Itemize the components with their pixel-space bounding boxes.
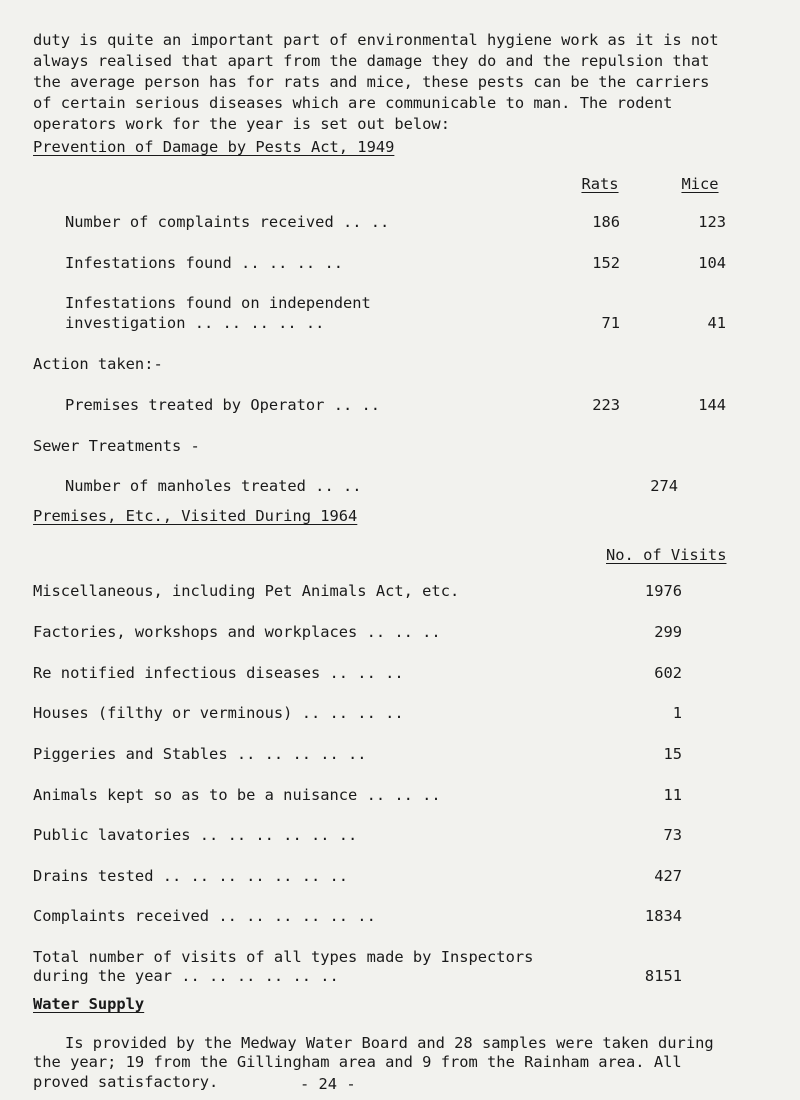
visits-column-header: No. of Visits — [606, 546, 727, 564]
independent-label-line2: investigation .. .. .. .. .. — [65, 314, 325, 332]
visit-row-label: Factories, workshops and workplaces .. .. .. — [33, 623, 441, 641]
independent-mice: 41 — [707, 314, 726, 332]
pests-heading: Prevention of Damage by Pests Act, 1949 — [33, 138, 395, 156]
premises-treated-rats: 223 — [592, 396, 620, 414]
water-text-line2: the year; 19 from the Gillingham area and 9 from the Rainham area. All — [33, 1053, 682, 1071]
visit-row-value: 73 — [663, 826, 682, 844]
visit-row-label: Animals kept so as to be a nuisance .. .. .. — [33, 786, 441, 804]
intro-paragraph: duty is quite an important part of environmental hygiene work as it is not always realised that apart from the damage they do and the repulsion that the average person has for rats and mice, these pests can be the carriers of certain serious diseases which are communicable to man. The rodent operators work for the year is set out below: — [33, 31, 719, 133]
water-text-line3: proved satisfactory. — [33, 1073, 219, 1091]
mice-column-header: Mice — [681, 175, 719, 193]
visit-row-value: 15 — [663, 745, 682, 763]
visit-row-value: 11 — [663, 786, 682, 804]
visit-row-label: Miscellaneous, including Pet Animals Act, etc. — [33, 582, 460, 600]
water-supply-heading: Water Supply — [33, 995, 145, 1013]
manholes-label: Number of manholes treated .. .. — [65, 477, 362, 495]
visit-row-label: Complaints received .. .. .. .. .. .. — [33, 907, 376, 925]
total-visits-value: 8151 — [644, 967, 682, 985]
visit-row-value: 427 — [654, 867, 682, 885]
total-visits-label-line1: Total number of visits of all types made by Inspectors — [33, 948, 534, 966]
infestations-mice: 104 — [698, 254, 726, 272]
visit-row-value: 1834 — [644, 907, 682, 925]
complaints-mice: 123 — [698, 213, 726, 231]
visit-row-label: Public lavatories .. .. .. .. .. .. — [33, 826, 358, 844]
premises-treated-mice: 144 — [698, 396, 726, 414]
visit-row-label: Houses (filthy or verminous) .. .. .. .. — [33, 704, 404, 722]
action-taken-heading: Action taken:- — [33, 355, 163, 373]
visit-row-value: 602 — [654, 664, 682, 682]
water-text-line1: Is provided by the Medway Water Board and 28 samples were taken during — [65, 1034, 714, 1052]
sewer-treatments-heading: Sewer Treatments - — [33, 437, 200, 455]
page-number: - 24 - — [300, 1075, 356, 1093]
visit-row-value: 299 — [654, 623, 682, 641]
visit-row-label: Re notified infectious diseases .. .. .. — [33, 664, 404, 682]
visit-row-label: Piggeries and Stables .. .. .. .. .. — [33, 745, 367, 763]
visit-row-label: Drains tested .. .. .. .. .. .. .. — [33, 867, 349, 885]
infestations-label: Infestations found .. .. .. .. — [65, 254, 343, 272]
visit-row-value: 1 — [672, 704, 682, 722]
independent-rats: 71 — [601, 314, 620, 332]
independent-label-line1: Infestations found on independent — [65, 294, 371, 312]
premises-treated-label: Premises treated by Operator .. .. — [65, 396, 381, 414]
manholes-value: 274 — [650, 477, 678, 495]
total-visits-label-line2: during the year .. .. .. .. .. .. — [33, 967, 339, 985]
visits-heading: Premises, Etc., Visited During 1964 — [33, 507, 358, 525]
infestations-rats: 152 — [592, 254, 620, 272]
visit-row-value: 1976 — [644, 582, 682, 600]
rats-column-header: Rats — [581, 175, 619, 193]
complaints-label: Number of complaints received .. .. — [65, 213, 390, 231]
complaints-rats: 186 — [592, 213, 620, 231]
